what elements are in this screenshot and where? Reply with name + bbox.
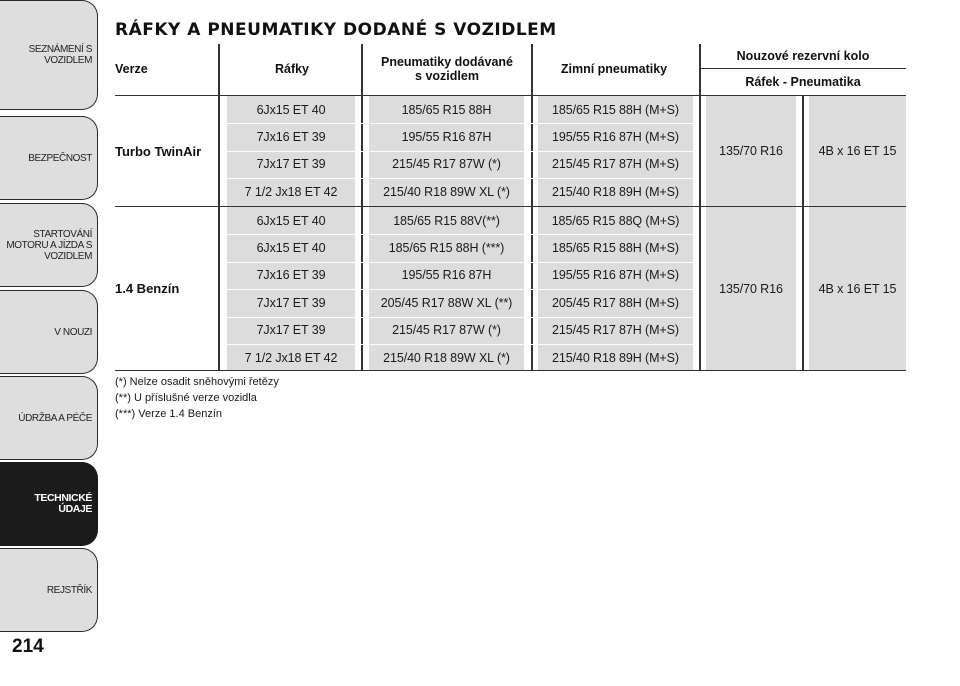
winter-tyre-cell: 185/65 R15 88H (M+S) <box>552 241 679 256</box>
rim-cell: 6Jx15 ET 40 <box>256 213 326 228</box>
header-tyres-supplied: Pneumatiky dodávané s vozidlem <box>381 55 513 83</box>
page-title: RÁFKY A PNEUMATIKY DODANÉ S VOZIDLEM <box>115 20 557 40</box>
col-divider <box>802 96 804 370</box>
tab-bezpecnost[interactable]: BEZPEČNOST <box>0 116 98 200</box>
tyre-cell: 205/45 R17 88W XL (**) <box>380 295 513 310</box>
footnote: (*) Nelze osadit sněhovými řetězy <box>115 376 279 388</box>
tab-seznameni[interactable]: SEZNÁMENÍ S VOZIDLEM <box>0 0 98 110</box>
winter-tyre-cell: 215/40 R18 89H (M+S) <box>552 350 679 365</box>
spare-tyre: 135/70 R16 <box>719 144 783 158</box>
tab-technicke-udaje[interactable]: TECHNICKÉ ÚDAJE <box>0 462 98 546</box>
header-winter-tyres: Zimní pneumatiky <box>560 62 668 76</box>
tab-udrzba[interactable]: ÚDRŽBA A PÉČE <box>0 376 98 460</box>
rim-cell: 7 1/2 Jx18 ET 42 <box>244 184 338 199</box>
row-separator <box>223 262 698 263</box>
spare-rim: 4B x 16 ET 15 <box>818 144 897 158</box>
tyre-cell: 185/65 R15 88H (***) <box>388 241 505 256</box>
version-turbo-twinair: Turbo TwinAir <box>115 143 202 159</box>
winter-tyre-cell: 195/55 R16 87H (M+S) <box>552 268 679 283</box>
footnote: (***) Verze 1.4 Benzín <box>115 408 223 420</box>
tyre-cell: 185/65 R15 88V(**) <box>393 213 500 228</box>
header-spare-sub: Ráfek - Pneumatika <box>745 75 861 89</box>
tyre-cell: 215/45 R17 87W (*) <box>392 157 501 172</box>
row-separator <box>223 234 698 235</box>
rim-cell: 7Jx16 ET 39 <box>256 130 326 145</box>
winter-tyre-cell: 205/45 R17 88H (M+S) <box>552 295 679 310</box>
footnote: (**) U příslušné verze vozidla <box>115 392 257 404</box>
tab-v-nouzi[interactable]: V NOUZI <box>0 290 98 374</box>
rim-cell: 6Jx15 ET 40 <box>256 102 326 117</box>
tyre-cell: 215/45 R17 87W (*) <box>392 323 501 338</box>
winter-tyre-cell: 215/40 R18 89H (M+S) <box>552 184 679 199</box>
winter-tyre-cell: 215/45 R17 87H (M+S) <box>552 157 679 172</box>
winter-tyre-cell: 185/65 R15 88Q (M+S) <box>551 213 680 228</box>
header-divider <box>700 68 906 69</box>
header-rims: Ráfky <box>274 62 310 76</box>
rim-cell: 7Jx17 ET 39 <box>256 323 326 338</box>
row-separator <box>223 178 698 179</box>
row-separator <box>223 123 698 124</box>
tab-startovani[interactable]: STARTOVÁNÍ MOTORU A JÍZDA S VOZIDLEM <box>0 203 98 287</box>
rim-cell: 7 1/2 Jx18 ET 42 <box>244 350 338 365</box>
chapter-tabs <box>0 0 100 640</box>
tyre-cell: 195/55 R16 87H <box>401 130 492 145</box>
col-divider <box>699 44 701 370</box>
rim-cell: 7Jx17 ET 39 <box>256 157 326 172</box>
winter-tyre-cell: 195/55 R16 87H (M+S) <box>552 130 679 145</box>
rim-cell: 6Jx15 ET 40 <box>256 241 326 256</box>
tyre-cell: 195/55 R16 87H <box>401 268 492 283</box>
tyre-cell: 185/65 R15 88H <box>401 102 492 117</box>
row-separator <box>223 151 698 152</box>
spare-rim: 4B x 16 ET 15 <box>818 281 897 296</box>
row-separator <box>223 344 698 345</box>
row-separator <box>223 289 698 290</box>
tyre-cell: 215/40 R18 89W XL (*) <box>383 184 510 199</box>
tyre-cell: 215/40 R18 89W XL (*) <box>383 350 510 365</box>
header-spare-wheel: Nouzové rezervní kolo <box>736 49 870 63</box>
col-divider <box>361 44 363 370</box>
winter-tyre-cell: 215/45 R17 87H (M+S) <box>552 323 679 338</box>
spare-tyre: 135/70 R16 <box>719 281 783 296</box>
version-1-4-benzin: 1.4 Benzín <box>115 281 180 296</box>
row-separator <box>223 317 698 318</box>
winter-tyre-cell: 185/65 R15 88H (M+S) <box>552 102 679 117</box>
header-version: Verze <box>115 62 148 76</box>
rim-cell: 7Jx17 ET 39 <box>256 295 326 310</box>
col-divider <box>218 44 220 370</box>
tab-rejstrik[interactable]: REJSTŘÍK <box>0 548 98 632</box>
col-divider <box>531 44 533 370</box>
rim-cell: 7Jx16 ET 39 <box>256 268 326 283</box>
footnotes <box>115 374 279 422</box>
page-number: 214 <box>12 636 44 657</box>
